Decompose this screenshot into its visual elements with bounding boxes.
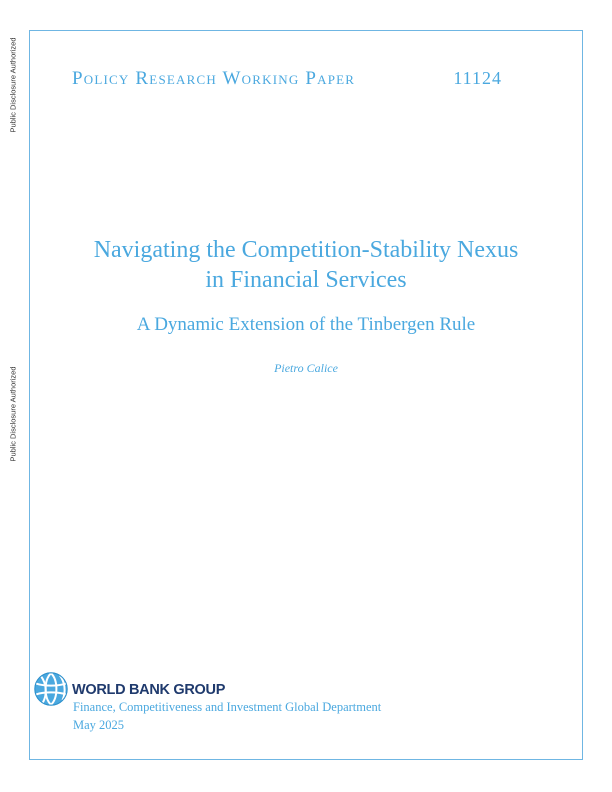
author-name: Pietro Calice <box>274 361 338 375</box>
paper-subtitle: A Dynamic Extension of the Tinbergen Rule <box>136 314 476 335</box>
publication-date: May 2025 <box>73 718 125 732</box>
world-bank-globe-icon <box>33 671 69 707</box>
world-bank-group-name: WORLD BANK GROUP <box>72 682 226 698</box>
paper-number: 11124 <box>453 68 502 88</box>
series-header <box>72 68 502 90</box>
title-line-2: in Financial Services <box>205 267 407 293</box>
title-line-1: Navigating the Competition-Stability Nexus <box>93 237 519 263</box>
cover-frame <box>29 30 583 760</box>
department-name: Finance, Competitiveness and Investment Global Department <box>73 700 382 714</box>
paper-title <box>29 235 583 295</box>
series-name: Policy Research Working Paper <box>72 68 356 89</box>
disclosure-label-middle: Public Disclosure Authorized <box>8 366 18 462</box>
disclosure-label-top: Public Disclosure Authorized <box>8 37 18 133</box>
